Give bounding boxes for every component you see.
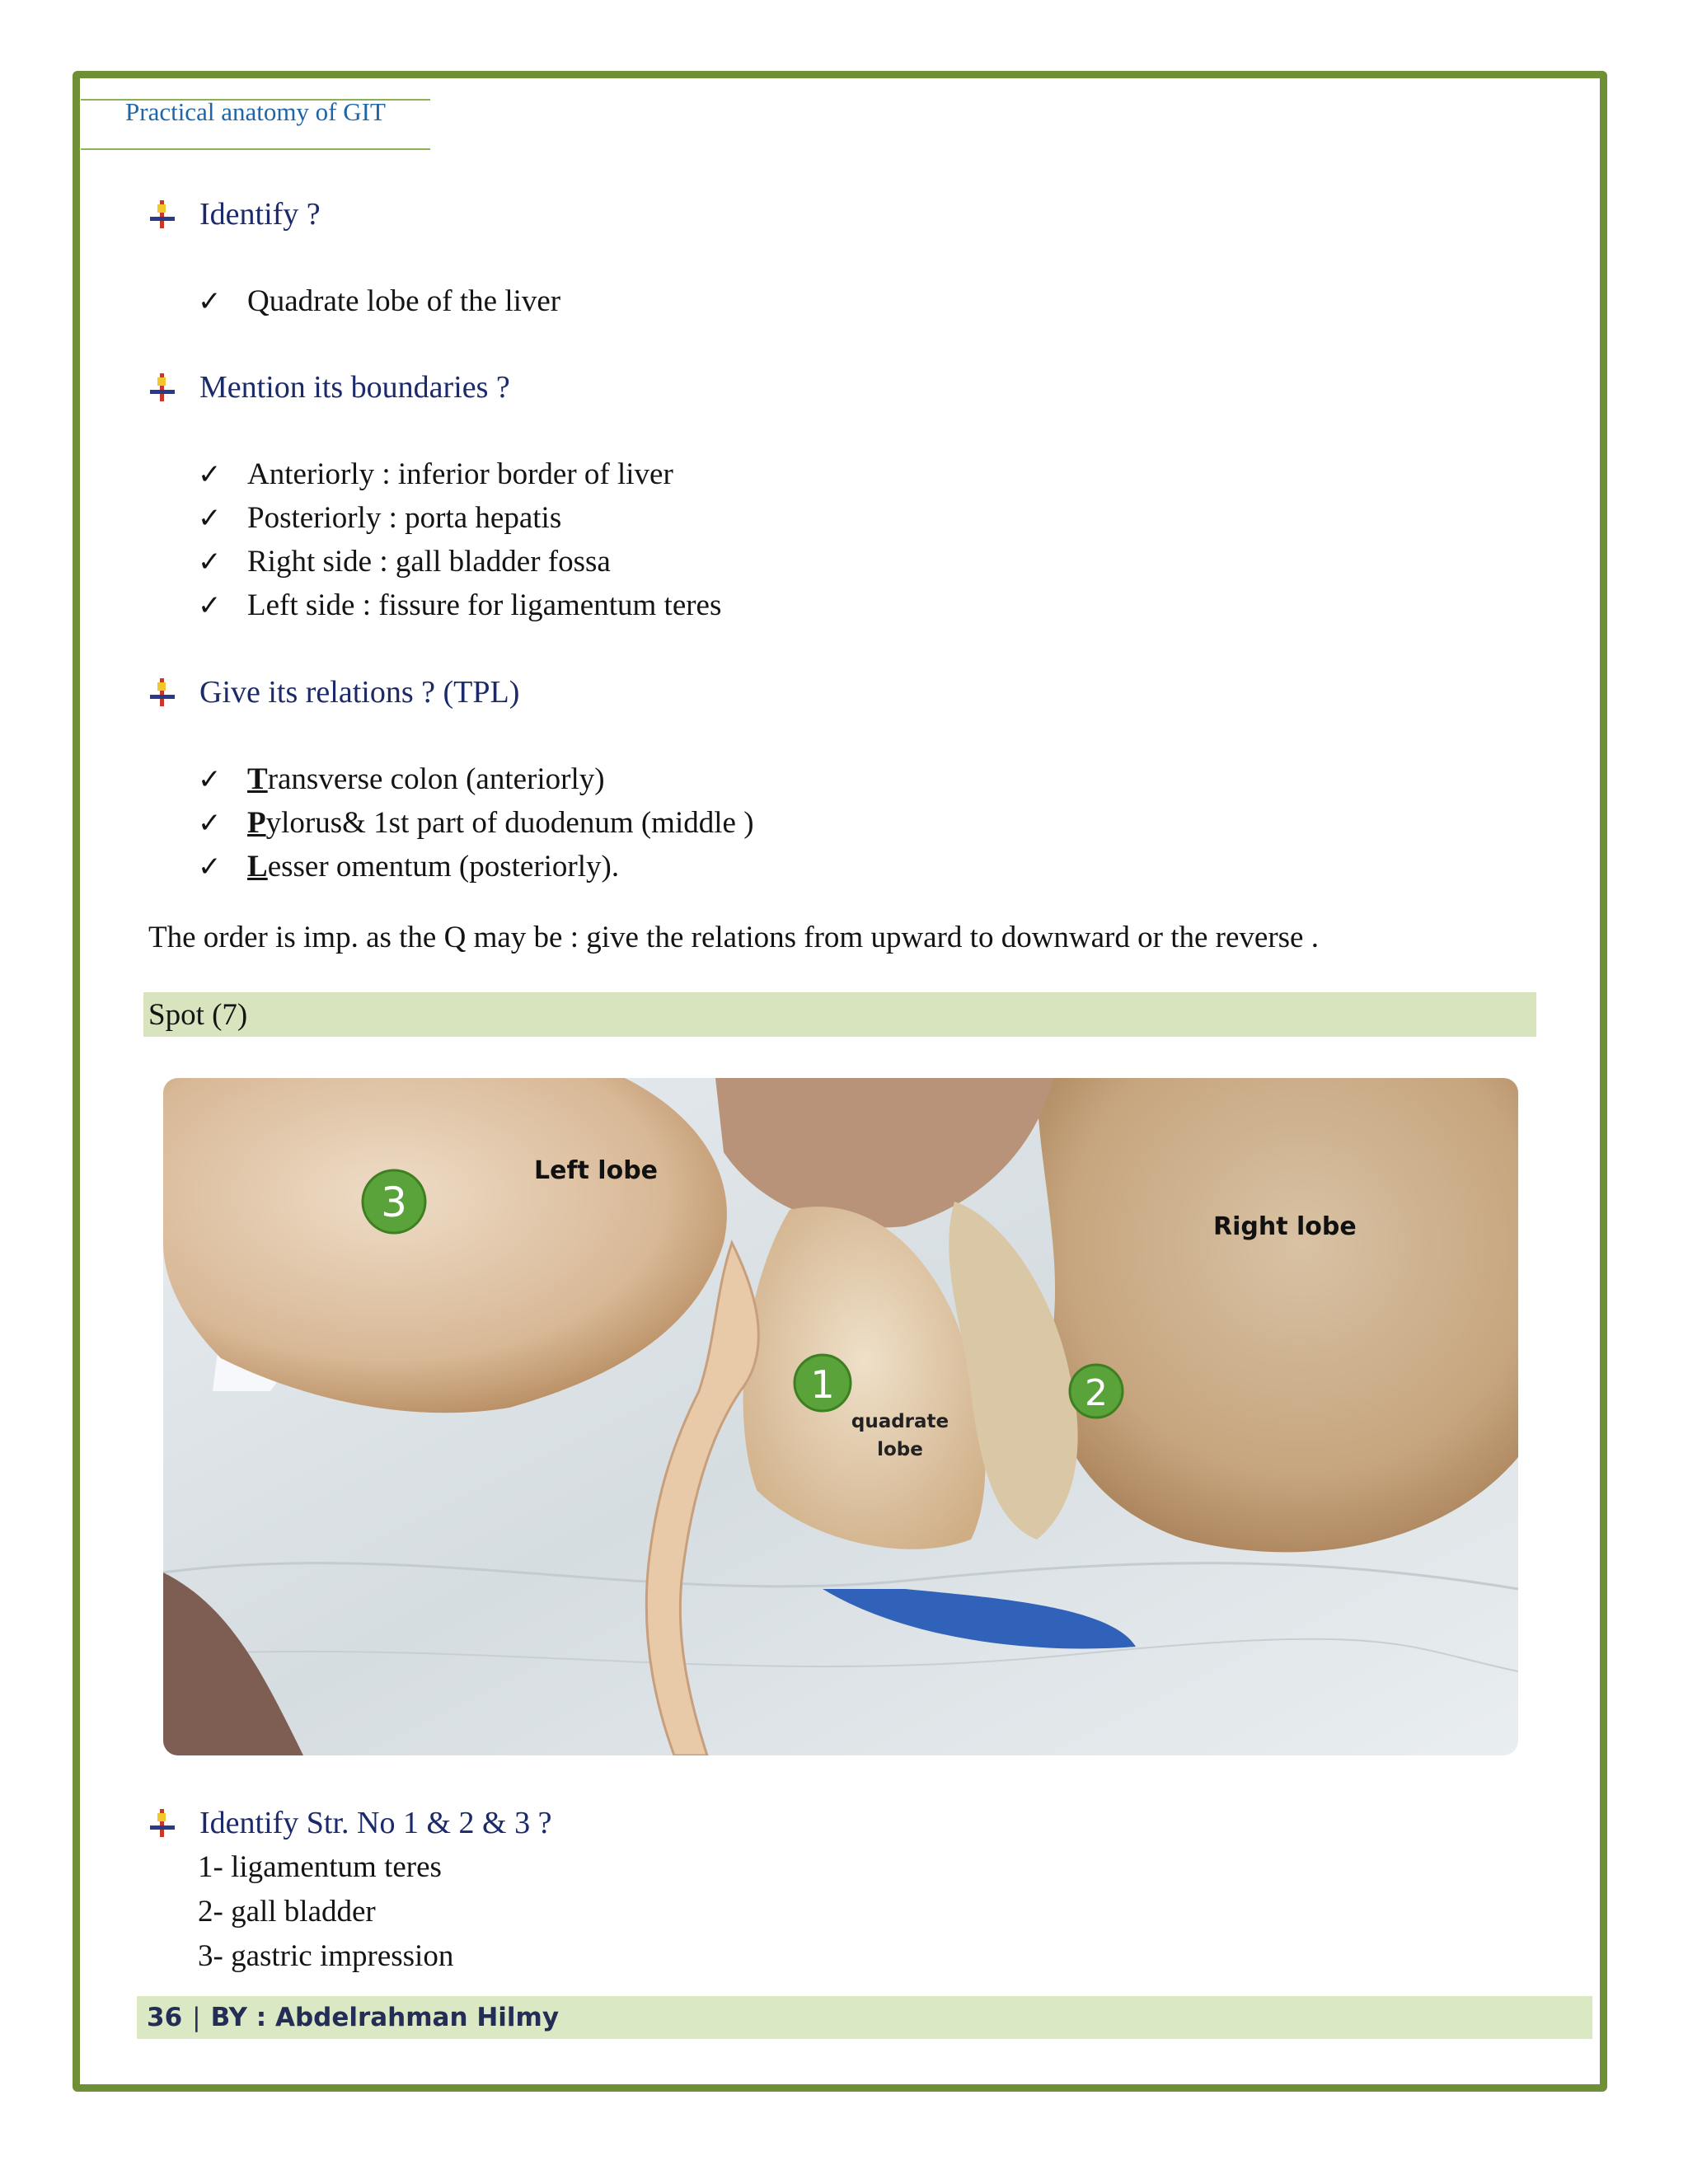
question-relations <box>150 674 519 710</box>
answer-item <box>198 457 673 492</box>
marker-2 <box>1070 1365 1123 1418</box>
checkmark-icon: ✓ <box>198 501 222 535</box>
bullet-icon <box>150 678 175 706</box>
answer-item: 3- gastric impression <box>198 1939 454 1973</box>
checkmark-icon: ✓ <box>198 457 222 491</box>
marker-1-number: 1 <box>810 1362 835 1407</box>
header-rule-bottom <box>81 148 430 150</box>
checkmark-icon: ✓ <box>198 850 222 883</box>
answer-initial: L <box>247 850 268 883</box>
marker-1 <box>795 1355 851 1411</box>
answer-text: Posteriorly : porta hepatis <box>247 501 562 535</box>
answer-text: Left side : fissure for ligamentum teres <box>247 588 722 622</box>
bullet-icon <box>150 200 175 228</box>
answer-text: esser omentum (posteriorly). <box>267 850 620 883</box>
page-header-title: Practical anatomy of GIT <box>125 97 386 126</box>
anatomy-illustration <box>163 1078 1518 1755</box>
anatomy-photo <box>163 1078 1518 1755</box>
answer-item: 1- ligamentum teres <box>198 1850 442 1884</box>
answer-item <box>198 588 721 623</box>
bullet-icon <box>150 373 175 401</box>
label-right-lobe: Right lobe <box>1213 1212 1357 1241</box>
answer-item <box>198 544 611 579</box>
question-boundaries <box>150 369 510 405</box>
marker-2-number: 2 <box>1085 1372 1108 1414</box>
question-text: Give its relations ? (TPL) <box>199 675 520 710</box>
answer-text: Right side : gall bladder fossa <box>247 545 611 579</box>
bullet-icon <box>150 1809 175 1837</box>
question-identify-structures <box>150 1805 551 1841</box>
answer-text: ylorus& 1st part of duodenum (middle ) <box>265 806 754 840</box>
checkmark-icon: ✓ <box>198 806 222 840</box>
right-lobe-shape <box>1037 1078 1518 1552</box>
checkmark-icon: ✓ <box>198 545 222 579</box>
answer-item <box>198 284 560 319</box>
label-left-lobe: Left lobe <box>534 1156 659 1185</box>
page-number: 36 <box>147 2003 183 2032</box>
question-text: Mention its boundaries ? <box>199 370 510 405</box>
marker-3 <box>363 1170 425 1233</box>
footer-author: BY : Abdelrahman Hilmy <box>210 2003 560 2032</box>
spot-heading <box>143 992 1536 1037</box>
answer-item <box>198 849 619 884</box>
label-quadrate: quadrate <box>851 1411 950 1432</box>
label-quadrate-lobe: lobe <box>877 1439 923 1460</box>
question-identify <box>150 196 321 232</box>
marker-3-number: 3 <box>381 1179 407 1226</box>
checkmark-icon: ✓ <box>198 762 222 796</box>
question-text: Identify Str. No 1 & 2 & 3 ? <box>199 1806 552 1840</box>
answer-initial: P <box>247 806 266 840</box>
answer-text: Quadrate lobe of the liver <box>247 284 561 318</box>
answer-text: Anteriorly : inferior border of liver <box>247 457 673 491</box>
checkmark-icon: ✓ <box>198 588 222 622</box>
answer-item <box>198 500 561 536</box>
checkmark-icon: ✓ <box>198 284 222 318</box>
question-text: Identify ? <box>199 197 321 232</box>
page-footer <box>137 1996 1592 2039</box>
spot-title: Spot (7) <box>148 997 248 1032</box>
answer-item <box>198 805 754 841</box>
note-text: The order is imp. as the Q may be : give the relations from upward to downward or the reverse . <box>148 921 1319 954</box>
answer-text: ransverse colon (anteriorly) <box>267 762 605 796</box>
answer-item <box>198 762 605 797</box>
answer-item: 2- gall bladder <box>198 1895 376 1929</box>
answer-initial: T <box>247 762 268 796</box>
footer-separator: | <box>192 2003 201 2032</box>
